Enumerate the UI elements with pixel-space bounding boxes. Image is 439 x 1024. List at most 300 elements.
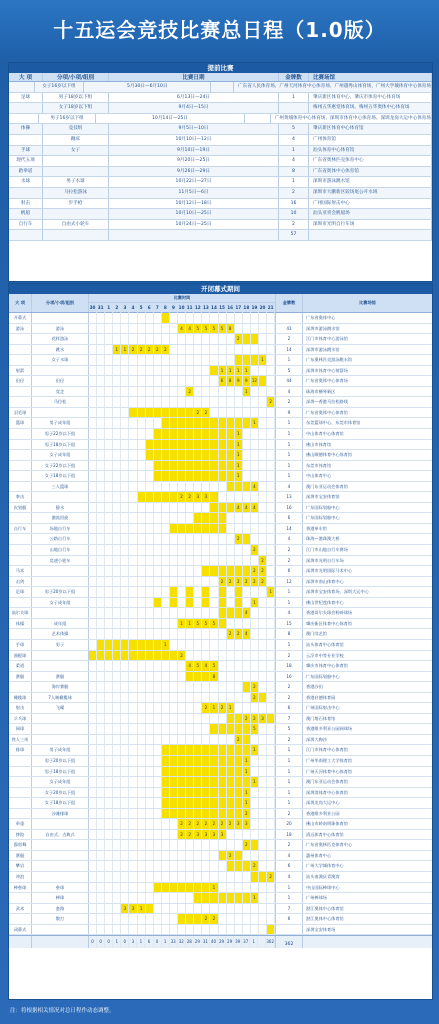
empty-day-cell [105,397,113,407]
empty-day-cell [97,735,105,745]
empty-day-cell [227,545,235,555]
empty-day-cell [162,840,170,850]
empty-day-cell [170,577,178,587]
empty-day-cell [146,788,154,798]
pre-cell-venue: 汕头体育中心体育馆 [309,146,432,156]
empty-day-cell [121,334,129,344]
empty-day-cell [267,672,275,682]
cell-gold: 1 [276,788,303,798]
pre-cell-event [43,209,109,219]
cell-gold: 4 [276,872,303,882]
empty-day-cell [267,724,275,734]
cell-venue: 云浮市中等专业学校 [306,652,344,658]
competition-day-cell: 2 [186,492,194,502]
table-row [9,893,432,904]
competition-day-cell [121,651,129,661]
empty-day-cell [259,397,267,407]
empty-day-cell [154,608,162,618]
empty-day-cell [170,387,178,397]
competition-day-cell [170,461,178,471]
competition-day-cell [105,651,113,661]
table-row [9,334,432,345]
empty-day-cell [146,914,154,924]
schedule-cells [89,693,276,703]
competition-day-cell [186,672,194,682]
page-title: 十五运会竞技比赛总日程（1.0版） [53,18,386,42]
competition-day-cell [219,429,227,439]
empty-day-cell [162,556,170,566]
empty-day-cell [154,767,162,777]
cell-venue: 佛山市体育馆 [306,441,332,447]
competition-day-cell: 2 [227,577,235,587]
empty-day-cell [267,608,275,618]
cell-venue: 广州华南理工大学体育馆 [306,757,353,763]
empty-day-cell [251,640,259,650]
competition-day-cell [243,418,251,428]
cell-venue: 广东省奥体中心体育场 [306,378,348,384]
empty-day-cell [89,366,97,376]
competition-day-cell [243,566,251,576]
competition-day-cell: 3 [235,819,243,829]
empty-day-cell [129,387,137,397]
table-row [9,598,432,609]
day-label: 11 [186,303,194,313]
table-row [9,534,432,545]
empty-day-cell [113,577,121,587]
table-row [9,429,432,440]
cell-sport: 橄榄球 [9,693,32,703]
table-row [9,209,432,220]
cell-event: 竞走 [32,387,89,397]
competition-day-cell [162,756,170,766]
cell-gold: 2 [276,397,303,407]
cell-venue: 佛山世纪莲体育中心 [306,599,344,605]
cell-sport: 柔道 [9,661,32,671]
competition-day-cell [259,376,267,386]
empty-day-cell [138,883,146,893]
cell-sport [9,767,32,777]
empty-day-cell [178,598,186,608]
competition-day-cell: 4 [186,324,194,334]
empty-day-cell [227,397,235,407]
competition-day-cell [227,893,235,903]
pre-cell-date: 9月20日—25日 [109,156,279,166]
day-label: 5 [138,303,146,313]
competition-day-cell [186,809,194,819]
empty-day-cell [113,756,121,766]
table-row [9,471,432,482]
empty-day-cell [162,387,170,397]
empty-day-cell [113,492,121,502]
cell-sport: 足球 [9,587,32,597]
empty-day-cell [89,661,97,671]
empty-day-cell [210,355,218,365]
empty-day-cell [259,672,267,682]
competition-day-cell [194,883,202,893]
table-row [9,124,432,135]
empty-day-cell [129,608,137,618]
empty-day-cell [105,904,113,914]
competition-day-cell [202,745,210,755]
competition-day-cell: 2 [251,545,259,555]
empty-day-cell [105,440,113,450]
empty-day-cell [186,682,194,692]
empty-day-cell [146,767,154,777]
competition-day-cell [178,408,186,418]
empty-day-cell [194,355,202,365]
empty-day-cell [202,534,210,544]
competition-day-cell: 1 [251,418,259,428]
empty-day-cell [210,387,218,397]
competition-day-cell: 5 [194,619,202,629]
empty-day-cell [121,693,129,703]
daily-total: 0 [154,936,162,948]
empty-day-cell [97,556,105,566]
schedule-cells [89,492,276,502]
empty-day-cell [162,925,170,935]
empty-day-cell [259,471,267,481]
competition-day-cell [113,640,121,650]
cell-venue: 广东省奥体中心 [306,315,336,320]
empty-day-cell [89,440,97,450]
empty-day-cell [113,450,121,460]
empty-day-cell [113,524,121,534]
competition-day-cell [162,883,170,893]
empty-day-cell [113,661,121,671]
empty-day-cell [178,366,186,376]
schedule-cells [89,883,276,893]
empty-day-cell [105,893,113,903]
empty-day-cell [129,355,137,365]
empty-day-cell [251,851,259,861]
competition-day-cell: 1 [227,366,235,376]
cell-event: 竞速小轮车 [32,556,89,566]
empty-day-cell [129,809,137,819]
empty-day-cell [243,492,251,502]
empty-day-cell [219,545,227,555]
competition-day-cell [243,735,251,745]
empty-day-cell [97,767,105,777]
empty-day-cell [267,703,275,713]
empty-day-cell [146,376,154,386]
empty-day-cell [138,376,146,386]
empty-day-cell [219,355,227,365]
empty-day-cell [97,703,105,713]
empty-day-cell [146,629,154,639]
empty-day-cell [97,724,105,734]
empty-day-cell [138,819,146,829]
empty-day-cell [194,345,202,355]
cell-sport: 田径 [9,376,32,386]
empty-day-cell [129,566,137,576]
empty-day-cell [219,651,227,661]
empty-day-cell [251,440,259,450]
empty-day-cell [267,682,275,692]
cell-sport: 开幕式 [9,313,32,323]
cell-gold: 2 [276,651,303,661]
empty-day-cell [105,629,113,639]
empty-day-cell [267,556,275,566]
empty-day-cell [129,861,137,871]
cell-venue: 中山体育中心体育馆 [306,431,344,437]
empty-day-cell [121,777,129,787]
empty-day-cell [89,893,97,903]
empty-day-cell [146,777,154,787]
empty-day-cell [105,767,113,777]
empty-day-cell [121,735,129,745]
schedule-cells [89,503,276,513]
empty-day-cell [113,883,121,893]
cell-event [32,872,89,882]
empty-day-cell [138,661,146,671]
empty-day-cell [113,376,121,386]
schedule-cells [89,408,276,418]
empty-day-cell [186,556,194,566]
cell-gold: 18 [276,830,303,840]
cell-sport: 摔跤 [9,830,32,840]
empty-day-cell [89,840,97,850]
pre-cell-event: 女子16岁以下组 [35,82,85,92]
empty-day-cell [121,682,129,692]
empty-day-cell [251,513,259,523]
empty-day-cell [138,893,146,903]
empty-day-cell [243,450,251,460]
empty-day-cell [121,745,129,755]
pre-cell-sport [9,135,43,145]
empty-day-cell [186,313,194,323]
empty-day-cell [267,914,275,924]
table-row [9,861,432,872]
empty-day-cell [243,925,251,935]
daily-total: 3 [129,936,137,948]
empty-day-cell [267,819,275,829]
empty-day-cell [219,482,227,492]
competition-day-cell [219,598,227,608]
empty-day-cell [105,556,113,566]
table-row [9,872,432,883]
empty-day-cell [251,703,259,713]
empty-day-cell [251,408,259,418]
empty-day-cell [243,545,251,555]
empty-day-cell [113,566,121,576]
schedule-cells [89,482,276,492]
empty-day-cell [227,556,235,566]
empty-day-cell [129,851,137,861]
competition-day-cell [162,418,170,428]
empty-day-cell [243,313,251,323]
empty-day-cell [186,608,194,618]
empty-day-cell [202,851,210,861]
empty-day-cell [243,914,251,924]
empty-day-cell [97,777,105,787]
competition-day-cell: 2 [227,629,235,639]
pre-cell-date [109,230,279,240]
empty-day-cell [186,840,194,850]
empty-day-cell [89,819,97,829]
empty-day-cell [129,819,137,829]
empty-day-cell [259,883,267,893]
empty-day-cell [194,640,202,650]
cell-venue: 深圳市游泳跳水馆 [306,325,340,331]
cell-sport: 羽毛球 [9,408,32,418]
empty-day-cell [138,777,146,787]
cell-sport: 霹雳舞 [9,840,32,850]
empty-day-cell [146,724,154,734]
empty-day-cell [129,872,137,882]
empty-day-cell [113,334,121,344]
empty-day-cell [259,682,267,692]
empty-day-cell [146,703,154,713]
empty-day-cell [267,513,275,523]
competition-day-cell [186,914,194,924]
cell-sport: 高尔夫球 [9,608,32,618]
empty-day-cell [170,313,178,323]
empty-day-cell [97,756,105,766]
competition-day-cell [194,461,202,471]
empty-day-cell [227,640,235,650]
competition-day-cell [154,450,162,460]
empty-day-cell [227,872,235,882]
day-label: 31 [97,303,105,313]
competition-day-cell: 2 [235,577,243,587]
empty-day-cell [121,830,129,840]
empty-day-cell [89,492,97,502]
competition-day-cell [219,450,227,460]
empty-day-cell [138,851,146,861]
competition-day-cell [202,883,210,893]
empty-day-cell [105,471,113,481]
empty-day-cell [170,914,178,924]
competition-day-cell [227,777,235,787]
empty-day-cell [186,714,194,724]
empty-day-cell [267,651,275,661]
competition-day-cell: 2 [219,703,227,713]
cell-venue: 深圳市游泳跳水馆 [306,346,340,352]
empty-day-cell [129,598,137,608]
cell-event: 女子成年组 [32,598,89,608]
empty-day-cell [113,534,121,544]
empty-day-cell [113,324,121,334]
table-row [9,914,432,925]
competition-day-cell [194,418,202,428]
empty-day-cell [235,661,243,671]
empty-day-cell [235,556,243,566]
empty-day-cell [210,482,218,492]
pre-cell-date: 9月5日—10日 [109,124,279,134]
competition-day-cell [210,450,218,460]
empty-day-cell [178,861,186,871]
empty-day-cell [178,693,186,703]
empty-day-cell [89,735,97,745]
daily-total: 0 [89,936,97,948]
empty-day-cell [219,714,227,724]
empty-day-cell [105,334,113,344]
cell-event: 跳水 [32,345,89,355]
cell-venue: 佛山市岭南明珠体育馆 [306,821,348,827]
empty-day-cell [227,587,235,597]
cell-sport [9,345,32,355]
empty-day-cell [235,619,243,629]
competition-day-cell: 1 [113,345,121,355]
competition-day-cell [210,745,218,755]
empty-day-cell [113,418,121,428]
competition-day-cell [227,450,235,460]
empty-day-cell [194,376,202,386]
empty-day-cell [154,788,162,798]
empty-day-cell [194,693,202,703]
empty-day-cell [210,861,218,871]
empty-day-cell [89,334,97,344]
empty-day-cell [113,482,121,492]
empty-day-cell [178,714,186,724]
daily-total: 1 [162,936,170,948]
empty-day-cell [97,545,105,555]
empty-day-cell [89,693,97,703]
competition-day-cell [243,482,251,492]
competition-day-cell: 1 [235,440,243,450]
empty-day-cell [259,809,267,819]
competition-day-cell [170,651,178,661]
competition-day-cell: 2 [251,577,259,587]
empty-day-cell [129,503,137,513]
empty-day-cell [121,397,129,407]
empty-day-cell [235,925,243,935]
pre-cell-gold: 57 [279,230,309,240]
table-row [9,724,432,735]
empty-day-cell [210,693,218,703]
empty-day-cell [113,809,121,819]
competition-day-cell [186,777,194,787]
empty-day-cell [227,524,235,534]
empty-day-cell [194,904,202,914]
empty-day-cell [97,418,105,428]
competition-day-cell [170,450,178,460]
competition-day-cell [219,619,227,629]
empty-day-cell [89,556,97,566]
table-row [9,830,432,841]
cell-gold: 4 [276,387,303,397]
competition-day-cell [235,482,243,492]
competition-day-cell [186,471,194,481]
empty-day-cell [138,872,146,882]
competition-day-cell [186,524,194,534]
empty-day-cell [97,661,105,671]
empty-day-cell [97,397,105,407]
empty-day-cell [97,513,105,523]
empty-day-cell [243,524,251,534]
empty-day-cell [146,598,154,608]
cell-gold: 1 [276,598,303,608]
empty-day-cell [194,556,202,566]
pre-cell-event: 女子 [43,146,109,156]
cell-event [32,577,89,587]
table-row [9,524,432,535]
competition-day-cell: 5 [210,324,218,334]
empty-day-cell [259,629,267,639]
competition-day-cell [194,756,202,766]
cell-venue: 中山国际棒球中心 [306,884,340,890]
empty-day-cell [170,819,178,829]
cell-gold: 6 [276,513,303,523]
competition-day-cell: 1 [235,461,243,471]
empty-day-cell [227,492,235,502]
cell-event: 场地自行车 [32,524,89,534]
competition-day-cell [129,408,137,418]
competition-day-cell: 2 [210,914,218,924]
empty-day-cell [162,482,170,492]
empty-day-cell [227,619,235,629]
empty-day-cell [210,851,218,861]
